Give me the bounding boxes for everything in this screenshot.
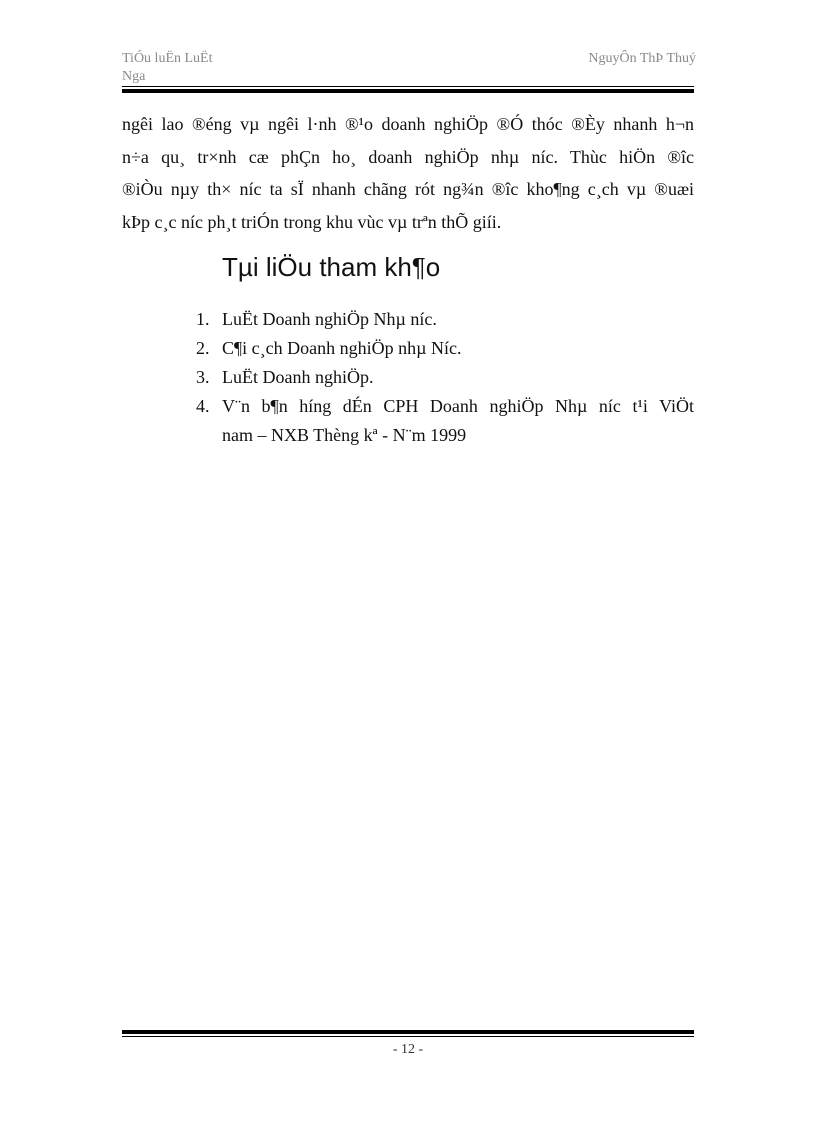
reference-item (192, 363, 694, 392)
body-line: ®iÒu nµy th× níc ta sÏ nhanh chãng rót ng¾n ®îc kho¶ng c¸ch vµ ®uæi (122, 179, 694, 199)
reference-number: 4. (196, 396, 210, 416)
reference-number: 2. (196, 338, 210, 358)
footer-rule-thick (122, 1030, 694, 1034)
running-header-left (122, 50, 262, 86)
page-number: - 12 - (392, 1042, 424, 1057)
footer-rule-thin (122, 1036, 694, 1037)
reference-item (192, 334, 694, 363)
header-rule-thin (122, 86, 694, 87)
body-paragraph (122, 108, 694, 238)
header-title-line-2: Nga (122, 69, 146, 84)
body-line: n÷a qu¸ tr×nh cæ phÇn ho¸ doanh nghiÖp nhµ níc. Thùc hiÖn ®îc (122, 146, 694, 167)
reference-text: LuËt Doanh nghiÖp. (222, 367, 374, 387)
header-title-line-1: TiÓu luËn LuËt (122, 51, 213, 66)
references-list (192, 305, 694, 450)
header-rule-thick (122, 89, 694, 93)
reference-item (192, 305, 694, 334)
running-header-author: NguyÔn ThÞ Thuý (588, 51, 696, 66)
reference-text: C¶i c¸ch Doanh nghiÖp nhµ Níc. (222, 338, 462, 358)
reference-number: 3. (196, 367, 210, 387)
reference-text: LuËt Doanh nghiÖp Nhµ níc. (222, 309, 437, 329)
reference-text: V¨n b¶n híng dÉn CPH Doanh nghiÖp Nhµ níc t¹i ViÖt (222, 396, 694, 416)
body-line: kÞp c¸c níc ph¸t triÓn trong khu vùc vµ trªn thÕ giíi. (122, 211, 502, 232)
reference-number: 1. (196, 309, 210, 329)
references-heading: Tµi liÖu tham kh¶o (222, 252, 441, 282)
reference-text-continued: nam – NXB Thèng kª - N¨m 1999 (222, 425, 467, 445)
reference-item (192, 392, 694, 450)
body-line: ngêi lao ®éng vµ ngêi l·nh ®¹o doanh nghiÖp ®Ó thóc ®Èy nhanh h¬n (122, 114, 694, 134)
